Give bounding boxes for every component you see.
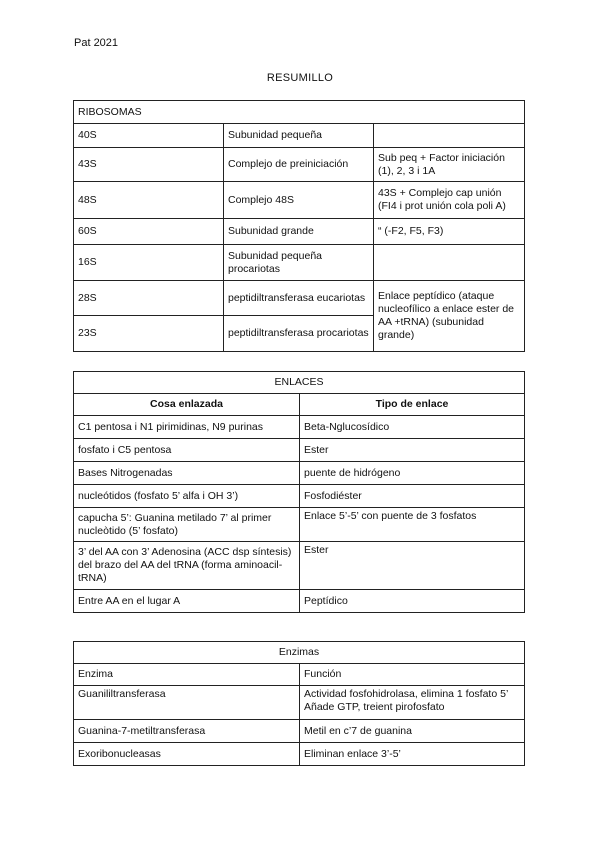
table-row bbox=[74, 642, 525, 664]
ribosome-unit: 48S bbox=[74, 182, 224, 219]
ribosome-name: peptidiltransferasa eucariotas bbox=[224, 281, 374, 316]
enzimas-table bbox=[73, 641, 525, 766]
enzyme-name: Guanina-7-metiltransferasa bbox=[74, 720, 300, 743]
enzyme-name: Guanililtransferasa bbox=[74, 686, 300, 720]
bond-type: Ester bbox=[300, 542, 525, 590]
enzyme-name: Exoribonucleasas bbox=[74, 743, 300, 766]
table-row bbox=[74, 281, 525, 316]
column-header: Enzima bbox=[74, 664, 300, 686]
table-row bbox=[74, 182, 525, 219]
table-row bbox=[74, 439, 525, 462]
table-row bbox=[74, 101, 525, 124]
enlaces-table bbox=[73, 371, 525, 613]
linked-item: nucleótidos (fosfato 5’ alfa i OH 3’) bbox=[74, 485, 300, 508]
ribosome-unit: 40S bbox=[74, 124, 224, 148]
table-row bbox=[74, 720, 525, 743]
bond-type: Peptídico bbox=[300, 590, 525, 613]
bond-type: Beta-Nglucosídico bbox=[300, 416, 525, 439]
ribosomas-heading: RIBOSOMAS bbox=[74, 101, 525, 124]
table-row bbox=[74, 542, 525, 590]
bond-type: Fosfodiéster bbox=[300, 485, 525, 508]
enzyme-function: Actividad fosfohidrolasa, elimina 1 fosfato 5’ Añade GTP, treient pirofosfato bbox=[300, 686, 525, 720]
linked-item: Entre AA en el lugar A bbox=[74, 590, 300, 613]
table-row bbox=[74, 245, 525, 281]
table-row bbox=[74, 743, 525, 766]
ribosome-note bbox=[374, 245, 525, 281]
table-row bbox=[74, 416, 525, 439]
column-header: Cosa enlazada bbox=[74, 394, 300, 416]
enzyme-function: Eliminan enlace 3’-5’ bbox=[300, 743, 525, 766]
table-row bbox=[74, 590, 525, 613]
page-header-author: Pat 2021 bbox=[74, 37, 119, 49]
ribosome-note bbox=[374, 124, 525, 148]
table-row bbox=[74, 148, 525, 182]
bond-type: Enlace 5’-5’ con puente de 3 fosfatos bbox=[300, 508, 525, 542]
table-row bbox=[74, 462, 525, 485]
column-header: Función bbox=[300, 664, 525, 686]
enzimas-heading: Enzimas bbox=[74, 642, 525, 664]
ribosome-name: Subunidad pequeña procariotas bbox=[224, 245, 374, 281]
table-row bbox=[74, 485, 525, 508]
ribosome-unit: 16S bbox=[74, 245, 224, 281]
table-row bbox=[74, 219, 525, 245]
page-title: RESUMILLO bbox=[266, 72, 334, 84]
bond-type: puente de hidrógeno bbox=[300, 462, 525, 485]
table-row bbox=[74, 664, 525, 686]
linked-item: fosfato i C5 pentosa bbox=[74, 439, 300, 462]
ribosome-name: Subunidad grande bbox=[224, 219, 374, 245]
table-row bbox=[74, 394, 525, 416]
linked-item: C1 pentosa i N1 pirimidinas, N9 purinas bbox=[74, 416, 300, 439]
ribosome-unit: 23S bbox=[74, 316, 224, 352]
enlaces-heading: ENLACES bbox=[74, 372, 525, 394]
ribosome-name: Subunidad pequeña bbox=[224, 124, 374, 148]
table-row bbox=[74, 508, 525, 542]
ribosome-note: Enlace peptídico (ataque nucleofílico a enlace ester de AA +tRNA) (subunidad grande) bbox=[374, 281, 525, 352]
enzyme-function: Metil en c’7 de guanina bbox=[300, 720, 525, 743]
ribosome-note: Sub peq + Factor iniciación (1), 2, 3 i 1A bbox=[374, 148, 525, 182]
ribosome-name: peptidiltransferasa procariotas bbox=[224, 316, 374, 352]
ribosome-unit: 43S bbox=[74, 148, 224, 182]
ribosome-name: Complejo 48S bbox=[224, 182, 374, 219]
linked-item: Bases Nitrogenadas bbox=[74, 462, 300, 485]
ribosome-name: Complejo de preiniciación bbox=[224, 148, 374, 182]
linked-item: capucha 5’: Guanina metilado 7’ al primer nucleòtido (5’ fosfato) bbox=[74, 508, 300, 542]
ribosome-unit: 60S bbox=[74, 219, 224, 245]
ribosomas-table bbox=[73, 100, 525, 352]
linked-item: 3’ del AA con 3’ Adenosina (ACC dsp síntesis) del brazo del AA del tRNA (forma aminoacil-tRNA) bbox=[74, 542, 300, 590]
column-header: Tipo de enlace bbox=[300, 394, 525, 416]
ribosome-note: “ (-F2, F5, F3) bbox=[374, 219, 525, 245]
ribosome-note: 43S + Complejo cap unión (FI4 i prot unión cola poli A) bbox=[374, 182, 525, 219]
table-row bbox=[74, 686, 525, 720]
ribosome-unit: 28S bbox=[74, 281, 224, 316]
table-row bbox=[74, 124, 525, 148]
bond-type: Ester bbox=[300, 439, 525, 462]
table-row bbox=[74, 372, 525, 394]
